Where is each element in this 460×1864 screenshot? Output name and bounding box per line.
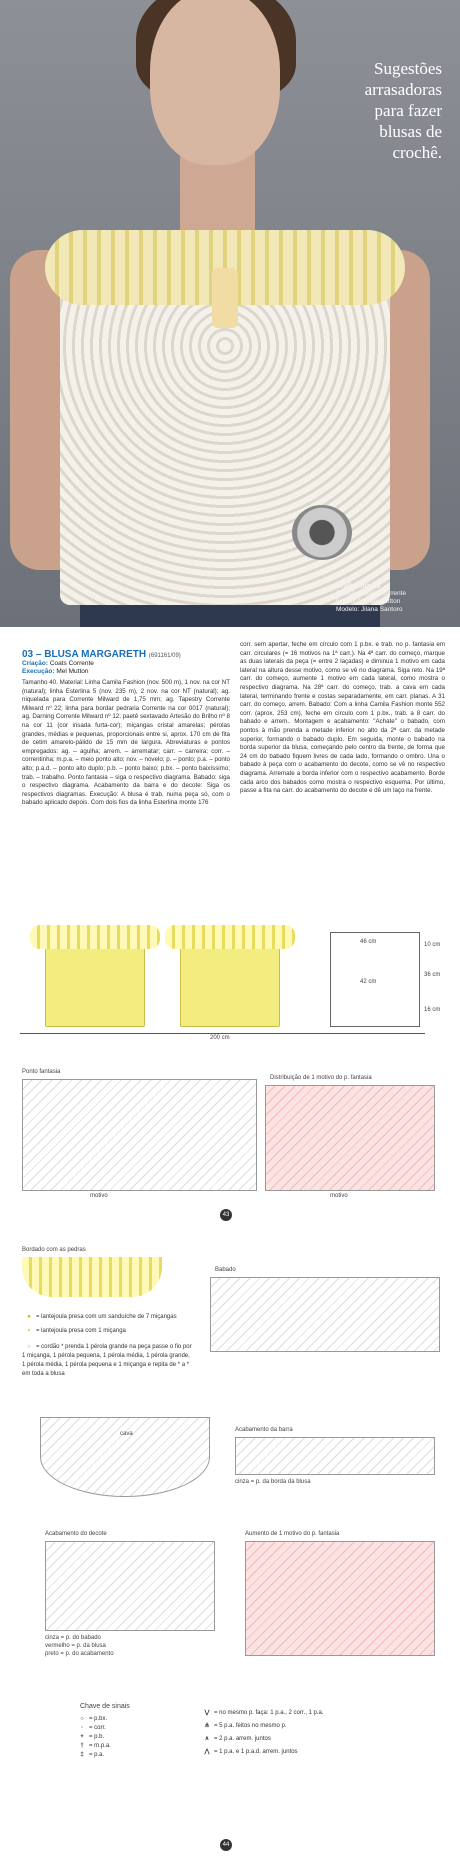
decote-note-1: cinza = p. do babado [45,1635,101,1641]
key-item-dec: ∧ = 2 p.a. arrem. juntos [200,1735,324,1744]
barra-note: cinza = p. da borda da blusa [235,1479,311,1485]
aumento-label: Aumento de 1 motivo do p. fantasia [245,1531,340,1537]
satin-bow [212,268,238,328]
credit-creation: Criação: Coats Corrente [336,590,407,597]
barra-diagram [235,1437,435,1475]
legend-3: ○ = cordão * prenda 1 pérola grande na peça passe o fio por 1 miçanga, 1 pérola pequena, 1 pérola média, 1 pérola grande, 1 pérola média, 1 pérola pequena e 1 miçanga e repita de * a * em toda a blusa [22,1344,192,1377]
front-ruffle-sketch [30,925,160,949]
chain-icon: ◦ [80,1725,84,1731]
pattern-code: (691161/09) [148,653,181,659]
bracelet [292,505,352,560]
key-item-mpa: † = m.p.a. [75,1742,111,1751]
pattern-execution: Execução: Mel Mutton [22,668,89,675]
page-number: 43 [220,1209,232,1221]
measure-height-3: 16 cm [424,1007,441,1013]
babado-diagram [210,1277,440,1352]
cava-label: cava [120,1431,133,1437]
ponto-fantasia-diagram [22,1079,257,1191]
shell-icon: ⋔ [204,1723,210,1729]
legend-1: ● = lantejoula presa com um sanduíche de 7 miçangas [22,1313,177,1322]
cover-photo [0,0,460,627]
instructions-column-2: corr. sem apertar, feche em círculo com 1 p.bx. e trab. no p. fantasia em carr. circulares (= 16 motivos na 1ª carr.). Na 4ª carr. do começo, marque as duas laterais da peça (= entre 2 laçadas) e diminua 1 motivo em cada lateral na altura desse motivo, como se vê no diagrama. Siga reto. Na 19ª carr. do começo, aumente 1 motivo em cada lateral, como mostra o respectivo diagrama. Na 28ª carr. do começo, trab. a cava em cada lateral, terminando frente e costas separadamente, em carr. planas. A 31 carr. do começo, arrem. Babado: Com a linha Camila Fashion monte 552 corr. (aprox. 253 cm), feche em círculo com 1 p.bx., trab. a 8 carr. do babado e arrem.. Montagem e acabamento: "Achate" o babado, com pontos à mão prenda a metade inferior no alto da 2ª carr. da metade superior, formando o babado duplo. Em seguida, monte o babado na borda superior da blusa, começando pelo centro da frente, de forma que 24 cm do babado fiquem livres de cada lado, formando o ombro. Una o babado à peça com o acabamento do decote, como se vê no respectivo diagrama. Arremate a borda inferior com o respectivo acabamento. Borde cada arco dos babados como mostra o respectivo esquema. Por último, passe a fita na carr. do acabamento do decote e dê um laço na frente. [240,641,445,795]
legend-2: • = lantejoula presa com 1 miçanga [22,1327,126,1336]
tagline: Sugestões arrasadoras para fazer blusas de crochê. [364,59,442,162]
aumento-diagram [245,1541,435,1656]
decote-note-3: preto = p. do acabamento [45,1651,114,1657]
ruffle-length-label: 200 cm [210,1035,230,1041]
key-item-shell: ⋔ = 5 p.a. feitos no mesmo p. [200,1722,324,1731]
key-left [75,1715,111,1760]
work-title: Trabalho 03 [336,581,381,590]
slip-stitch-icon: ○ [80,1716,84,1722]
distribution-label: Distribuição de 1 motivo do p. fantasia [270,1075,372,1081]
decote-diagram [45,1541,215,1631]
decrease-icon: ∧ [204,1736,210,1742]
bordado-label: Bordado com as pedras [22,1247,86,1253]
measure-width-1: 46 cm [360,939,377,945]
key-right [200,1709,324,1757]
key-item-corr: ◦ = corr. [75,1724,111,1733]
model-face [150,0,280,165]
key-item-pbx: ○ = p.bx. [75,1715,111,1724]
key-item-v: ⋁ = no mesmo p. faça: 1 p.a., 2 corr., 1 p.a. [200,1709,324,1718]
diagrams-page [0,1235,460,1864]
bordado-diagram [22,1257,162,1297]
distribution-diagram [265,1085,435,1191]
photo-credits [336,582,406,614]
key-item-pa: ‡ = p.a. [75,1751,111,1760]
babado-label: Babado [215,1267,236,1273]
decrease-double-icon: ⋀ [204,1749,210,1755]
ruffle-length-line [20,1033,425,1034]
decote-label: Acabamento do decote [45,1531,107,1537]
credit-model: Modelo: Jilana Santoro [336,606,403,613]
decote-note-2: vermelho = p. da blusa [45,1643,106,1649]
pattern-meta: Criação: Coats Corrente [22,660,94,667]
half-double-icon: † [80,1743,84,1749]
measure-height-1: 10 cm [424,942,441,948]
double-crochet-icon: ‡ [80,1752,84,1758]
measure-width-2: 42 cm [360,979,377,985]
pearl-cord-icon: ○ [27,1344,31,1350]
instructions-column-1: Tamanho 40. Material: Linha Camila Fashion (nov. 500 m), 1 nov. na cor NT (natural); linha Esterlina 5 (nov. 235 m), 2 nov. na cor NT (natural); ag. niquelada para Corrente Milward de 1,75 mm; ag. Tapestry Corrente Milward nº 22; linha para bordar pedraria Corrente na cor 0017 (natural); ag. Darning Corrente Milward nº 12; paetê sextavado Artesão do Brilho nº 8 na cor 11 (cor irisada furta-cor); miçangas cristal amarelas; pérolas grandes, médias e pequenas, proporcionais entre si, aprox. 170 cm de fita de cetim amarelo-pálido de 15 mm de largura. Abreviaturas e pontos empregados: ag. – agulha; arrem. – arrematar; carr. – carreira; corr. – correntinha; m.p.a. – meio ponto alto; nov. – novelo; p. – ponto; p.a. – ponto alto; p.a.d. – ponto alto duplo; p.b. – ponto baixo; p.bx. – ponto baixíssimo; trab. – trabalho. Ponto fantasia – siga o respectivo diagrama. Babado: siga o respectivo diagrama. Acabamento da barra e do decote: Siga os respectivos diagramas. Execução: A blusa é trab. numa peça só, com o babado aplicado depois. Com dois fios da linha Esterlina monte 176 [22,679,230,807]
back-ruffle-sketch [165,925,295,949]
sequin-one-bead-icon: • [27,1328,31,1334]
sequin-seven-beads-icon: ● [27,1314,31,1320]
distribution-motif: motivo [330,1193,348,1199]
page-number-2: 44 [220,1839,232,1851]
key-title: Chave de sinais [80,1703,130,1710]
barra-label: Acabamento da barra [235,1427,293,1433]
key-item-dec2: ⋀ = 1 p.a. e 1 p.a.d. arrem. juntos [200,1748,324,1757]
v-stitch-icon: ⋁ [204,1710,210,1716]
pattern-title: 03 – BLUSA MARGARETH (691161/09) [22,649,181,660]
ponto-fantasia-motif: motivo [90,1193,108,1199]
instructions-page [0,627,460,1227]
measure-height-2: 36 cm [424,972,441,978]
credit-execution: Execução: Mel Mutton [336,598,401,605]
ponto-fantasia-label: Ponto fantasia [22,1069,61,1075]
single-crochet-icon: + [80,1734,84,1740]
key-item-pb: + = p.b. [75,1733,111,1742]
cava-diagram [40,1417,210,1497]
